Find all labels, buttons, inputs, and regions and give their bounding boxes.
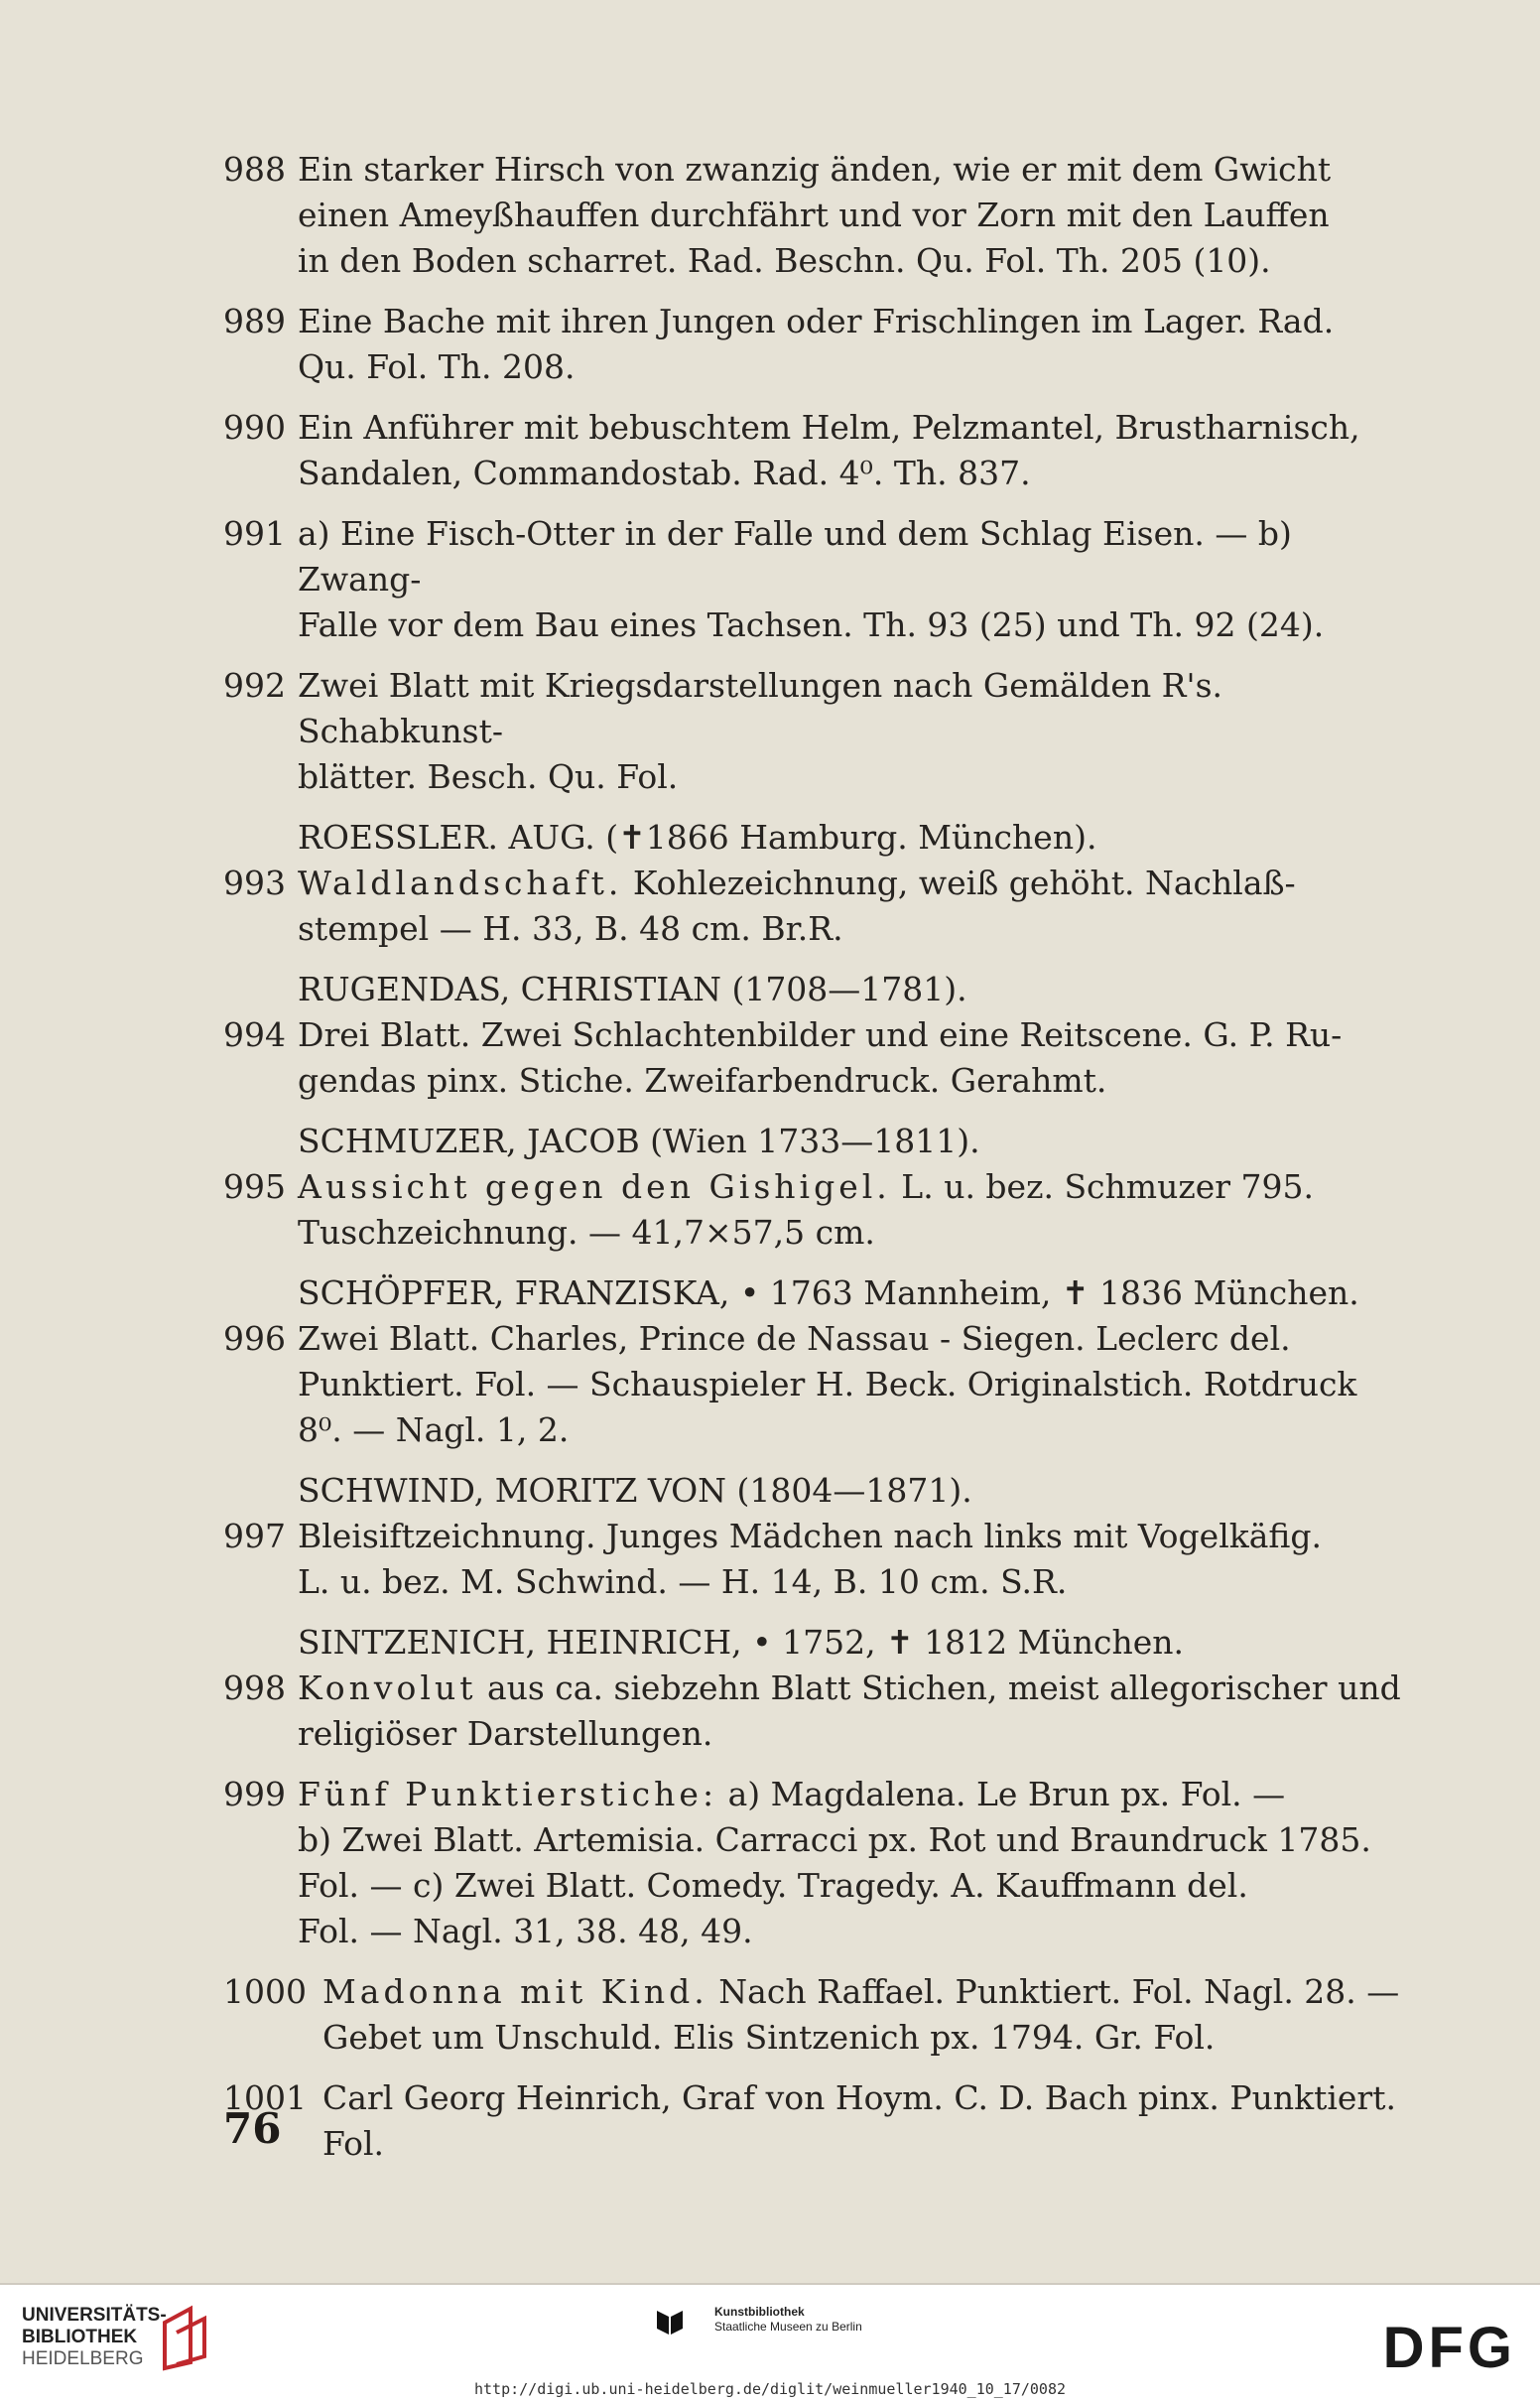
text-line: einen Ameyßhauffen durchfährt und vor Zorn mit den Lauffen: [298, 196, 1330, 234]
text-line: Fol. — c) Zwei Blatt. Comedy. Tragedy. A. Kauffmann del.: [298, 1866, 1248, 1905]
text-line: Tuschzeichnung. — 41,7×57,5 cm.: [298, 1213, 875, 1252]
lot-number: 995: [223, 1167, 286, 1206]
text-line: [322, 1969, 1414, 2015]
catalog-entry: [223, 299, 1414, 390]
text-line: [298, 1164, 1414, 1210]
lot-number: 989: [223, 302, 286, 340]
text-line: SCHWIND, MORITZ VON (1804—1871).: [298, 1471, 972, 1510]
catalog-entry: [223, 1514, 1414, 1605]
text-line: RUGENDAS, CHRISTIAN (1708—1781).: [298, 970, 967, 1008]
viewer-footer: [0, 2283, 1540, 2403]
catalog-entry: [223, 1012, 1414, 1104]
text-line: stempel — H. 33, B. 48 cm. Br.R.: [298, 909, 843, 948]
catalog-entry: [223, 1969, 1414, 2061]
text-line: blätter. Besch. Qu. Fol.: [298, 757, 679, 796]
text-line: Bleisiftzeichnung. Junges Mädchen nach links mit Vogelkäfig.: [298, 1517, 1323, 1555]
text-line: Gebet um Unschuld. Elis Sintzenich px. 1794. Gr. Fol.: [322, 2018, 1216, 2057]
lot-number: 988: [223, 150, 286, 189]
text-line: b) Zwei Blatt. Artemisia. Carracci px. Rot und Braundruck 1785.: [298, 1820, 1371, 1859]
text-line: Zwei Blatt mit Kriegsdarstellungen nach Gemälden R's. Schabkunst-: [298, 666, 1223, 750]
lot-number: 992: [223, 666, 286, 705]
lot-number: 997: [223, 1517, 286, 1555]
entry-text: aus ca. siebzehn Blatt Stichen, meist allegorischer und: [476, 1669, 1401, 1707]
text-line: Ein Anführer mit bebuschtem Helm, Pelzmantel, Brustharnisch,: [298, 408, 1360, 447]
spaced-title: Fünf Punktierstiche:: [298, 1775, 718, 1813]
spaced-title: Konvolut: [298, 1669, 477, 1707]
catalog-entry: [223, 663, 1414, 800]
text-line: Sandalen, Commandostab. Rad. 4⁰. Th. 837.: [298, 454, 1031, 492]
text-line: Qu. Fol. Th. 208.: [298, 347, 576, 386]
entry-text: L. u. bez. Schmuzer 795.: [890, 1167, 1314, 1206]
artist-heading: [223, 1468, 1414, 1514]
text-line: in den Boden scharret. Rad. Beschn. Qu. Fol. Th. 205 (10).: [298, 241, 1271, 280]
text-line: [298, 1666, 1414, 1711]
text-line: [298, 861, 1414, 906]
lot-number: 991: [223, 514, 286, 553]
dfg-logo[interactable]: DFG: [1382, 2316, 1516, 2380]
text-line: a) Eine Fisch-Otter in der Falle und dem Schlag Eisen. — b) Zwang-: [298, 514, 1292, 599]
text-line: Ein starker Hirsch von zwanzig änden, wie er mit dem Gwicht: [298, 150, 1332, 189]
catalog-entry: [223, 1316, 1414, 1453]
kb-title: Kunstbibliothek: [714, 2305, 805, 2319]
text-line: Eine Bache mit ihren Jungen oder Frischlingen im Lager. Rad.: [298, 302, 1335, 340]
text-line: L. u. bez. M. Schwind. — H. 14, B. 10 cm. S.R.: [298, 1562, 1068, 1601]
text-line: religiöser Darstellungen.: [298, 1714, 713, 1753]
page-number: 76: [223, 2104, 282, 2153]
library-name-line2: BIBLIOTHEK: [22, 2327, 138, 2347]
library-name-line3: HEIDELBERG: [22, 2348, 144, 2369]
university-library-logo[interactable]: [22, 2305, 167, 2370]
text-line: Zwei Blatt. Charles, Prince de Nassau - Siegen. Leclerc del.: [298, 1319, 1291, 1358]
text-line: gendas pinx. Stiche. Zweifarbendruck. Gerahmt.: [298, 1061, 1107, 1100]
lot-number: 996: [223, 1319, 286, 1358]
text-line: SINTZENICH, HEINRICH, • 1752, ✝ 1812 München.: [298, 1623, 1184, 1662]
spaced-title: Madonna mit Kind.: [322, 1972, 708, 2011]
lot-number: 1000: [223, 1972, 307, 2011]
text-line: [298, 1772, 1414, 1817]
kunstbibliothek-icon: [655, 2307, 685, 2336]
text-line: ROESSLER. AUG. (✝1866 Hamburg. München).: [298, 818, 1097, 857]
entry-text: Nach Raffael. Punktiert. Fol. Nagl. 28. —: [707, 1972, 1400, 2011]
kb-subtitle: Staatliche Museen zu Berlin: [714, 2320, 862, 2334]
text-line: SCHÖPFER, FRANZISKA, • 1763 Mannheim, ✝ 1836 München.: [298, 1273, 1359, 1312]
catalog-entry: [223, 1772, 1414, 1954]
spaced-title: Waldlandschaft.: [298, 864, 623, 902]
text-line: Fol. — Nagl. 31, 38. 48, 49.: [298, 1912, 753, 1950]
catalog-entry: [223, 861, 1414, 952]
library-mark-icon: [159, 2303, 214, 2372]
text-line: SCHMUZER, JACOB (Wien 1733—1811).: [298, 1122, 980, 1160]
artist-heading: [223, 1119, 1414, 1164]
text-line: Carl Georg Heinrich, Graf von Hoym. C. D. Bach pinx. Punktiert. Fol.: [322, 2078, 1396, 2163]
lot-number: 993: [223, 864, 286, 902]
artist-heading: [223, 1620, 1414, 1666]
text-line: Drei Blatt. Zwei Schlachtenbilder und eine Reitscene. G. P. Ru-: [298, 1015, 1343, 1054]
lot-number: 999: [223, 1775, 286, 1813]
catalog-entry: [223, 1164, 1414, 1256]
permalink-url[interactable]: http://digi.ub.uni-heidelberg.de/diglit/weinmueller1940_10_17/0082: [473, 2380, 1067, 2398]
catalog-text: [223, 147, 1414, 2182]
text-line: Punktiert. Fol. — Schauspieler H. Beck. Originalstich. Rotdruck: [298, 1365, 1357, 1403]
text-line: Falle vor dem Bau eines Tachsen. Th. 93 (25) und Th. 92 (24).: [298, 605, 1325, 644]
library-name-line1: UNIVERSITÄTS-: [22, 2305, 167, 2326]
lot-number: 994: [223, 1015, 286, 1054]
artist-heading: [223, 815, 1414, 861]
text-line: 8⁰. — Nagl. 1, 2.: [298, 1410, 570, 1449]
catalog-entry: [223, 405, 1414, 496]
spaced-title: Aussicht gegen den Gishigel.: [298, 1167, 891, 1206]
artist-heading: [223, 1270, 1414, 1316]
lot-number: 998: [223, 1669, 286, 1707]
catalog-entry: [223, 511, 1414, 648]
artist-heading: [223, 967, 1414, 1012]
entry-text: Kohlezeichnung, weiß gehöht. Nachlaß-: [622, 864, 1296, 902]
catalog-entry: [223, 147, 1414, 284]
catalog-entry: [223, 2075, 1414, 2167]
lot-number: 990: [223, 408, 286, 447]
lot-number: 1001: [223, 2078, 307, 2117]
entry-text: a) Magdalena. Le Brun px. Fol. —: [717, 1775, 1286, 1813]
catalog-entry: [223, 1666, 1414, 1757]
